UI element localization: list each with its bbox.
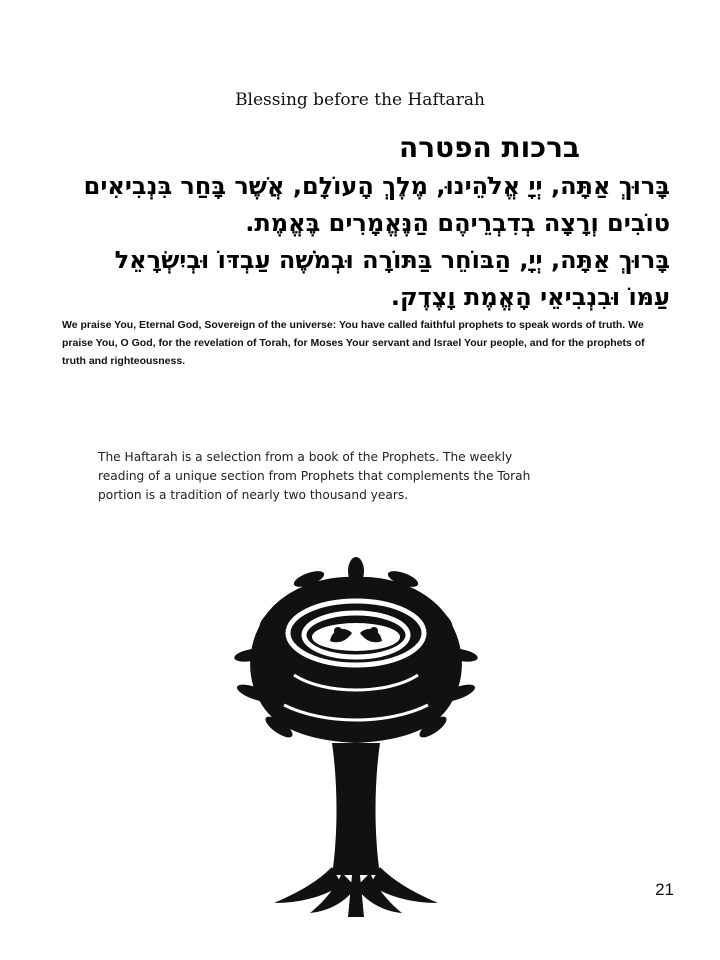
haftarah-note bbox=[98, 448, 598, 505]
hebrew-title: ברכות הפטרה bbox=[398, 131, 580, 164]
translation-line: We praise You, Eternal God, Sovereign of the universe: You have called faithful prophets to speak words of truth. We bbox=[62, 319, 644, 331]
note-line: The Haftarah is a selection from a book of the Prophets. The weekly bbox=[98, 450, 513, 464]
hebrew-line: בָּרוּךְ אַתָּה, יְיָ אֱלֹהֵינוּ, מֶלֶךְ הָעוֹלָם, אֲשֶׁר בָּחַר בִּנְבִיאִים bbox=[83, 172, 670, 200]
translation-line: praise You, O God, for the revelation of Torah, for Moses Your servant and Israel Your people, and for the prophets of bbox=[62, 337, 645, 349]
page-number: 21 bbox=[655, 880, 674, 899]
note-line: portion is a tradition of nearly two thousand years. bbox=[98, 488, 409, 502]
tree-of-life-icon bbox=[234, 555, 478, 930]
english-translation bbox=[62, 316, 670, 370]
note-line: reading of a unique section from Prophets that complements the Torah bbox=[98, 469, 531, 483]
hebrew-line: טוֹבִים וְרָצָה בְדִבְרֵיהֶם הַנֶּאֱמָרִים בֶּאֱמֶת. bbox=[245, 209, 670, 237]
hebrew-line: עַמּוֹ וּבִנְבִיאֵי הָאֱמֶת וָצֶדֶק. bbox=[390, 283, 670, 311]
page-title: Blessing before the Haftarah bbox=[235, 90, 485, 110]
translation-line: truth and righteousness. bbox=[62, 355, 186, 367]
hebrew-line: בָּרוּךְ אַתָּה, יְיָ, הַבּוֹחֵר בַּתּוֹרָה וּבְמֹשֶׁה עַבְדּוֹ וּבְיִשְׂרָאֵל bbox=[114, 246, 670, 274]
hebrew-blessing bbox=[83, 128, 670, 316]
